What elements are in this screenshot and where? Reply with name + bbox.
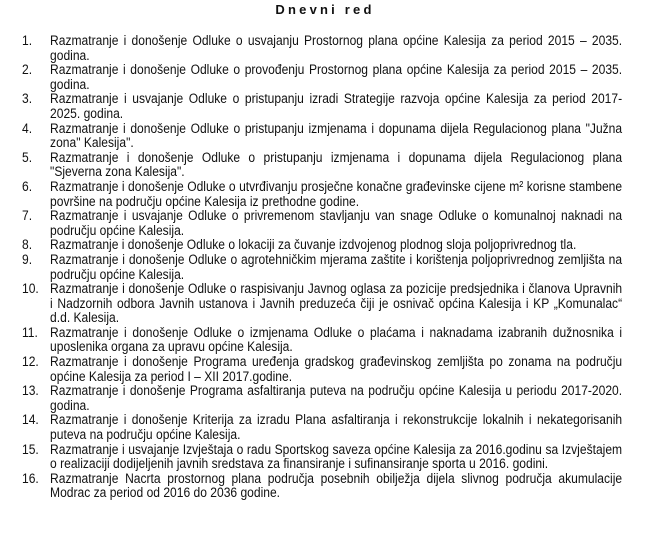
item-number: 2. [22,62,33,79]
agenda-item [22,355,622,384]
item-text: Razmatranje i donošenje Programa asfaltiranja puteva na području općine Kalesija u periodu 2017-2020. godina. [50,383,623,414]
agenda-item [22,34,622,63]
document-title: Dnevni red [275,2,375,17]
agenda-list [22,34,622,501]
item-number: 10. [22,281,39,298]
item-text: Razmatranje i donošenje Odluke o pristupanju izmjenama i dopunama dijela Regulacionog plana "Južna zona" Kalesija". [50,120,623,152]
item-number: 16. [22,470,39,487]
agenda-item [22,122,622,151]
item-text: Razmatranje i donošenje Odluke o usvajanju Prostornog plana općine Kalesija za period 2015 – 2035. godina. [50,33,623,64]
item-text: Razmatranje i donošenje Kriterija za izradu Plana asfaltiranja i rekonstrukcije lokalnih i nekategorisanih puteva na području općine Kalesija. [50,412,623,444]
item-text: Razmatranje i donošenje Odluke o utvrđivanju prosječne konačne građevinske cijene m² korisne stambene površine na području općine Kalesija iz prethodne godine. [50,178,623,210]
item-text: Razmatranje i donošenje Odluke o agrotehničkim mjerama zaštite i korištenja poljoprivrednog zemljišta na području općine Kalesija. [50,251,623,283]
agenda-item [22,443,622,472]
agenda-item [22,63,622,92]
agenda-item [22,413,622,442]
agenda-item [22,326,622,355]
agenda-item [22,151,622,180]
agenda-item [22,238,622,253]
item-number: 14. [22,412,39,429]
agenda-item [22,92,622,121]
item-number: 5. [22,149,33,166]
item-text: Razmatranje i usvajanje Odluke o pristupanju izradi Strategije razvoja općine Kalesija za period 2017-2025. godina. [50,91,623,122]
item-number: 11. [22,324,38,341]
item-number: 1. [22,33,33,49]
item-text: Razmatranje i usvajanje Odluke o privremenom stavljanju van snage Odluke o komunalnoj naknadi na području općine Kalesija. [50,208,623,239]
item-text: Razmatranje i usvajanje Izvještaja o radu Sportskog saveza općine Kalesija za 2016.godinu sa Izvještajem o realizaciji dodijeljenih javnih sredstava za finansiranje i sufinansiranje sporta u 2016. godini. [50,441,623,473]
item-text: Razmatranje i donošenje Odluke o pristupanju izmjenama i dopunama dijela Regulacionog plana "Sjeverna zona Kalesija". [50,149,623,181]
item-text: Razmatranje i donošenje Programa uređenja gradskog građevinskog zemljišta po zonama na području općine Kalesija za period I – XII 2017.godine. [50,354,623,385]
item-text: Razmatranje i donošenje Odluke o provođenju Prostornog plana općine Kalesija za period 2015 – 2035. godina. [50,62,623,93]
item-number: 4. [22,120,33,137]
agenda-item [22,472,622,501]
agenda-item [22,384,622,413]
item-number: 9. [22,251,33,268]
agenda-item [22,180,622,209]
item-number: 12. [22,354,39,371]
agenda-item [22,209,622,238]
item-number: 7. [22,208,33,225]
agenda-item [22,282,622,326]
item-number: 15. [22,441,39,458]
item-number: 3. [22,91,33,108]
item-text: Razmatranje Nacrta prostornog plana područja posebnih obilježja dijela slivnog područja akumulacije Modrac za period od 2016 do 2036 godine. [50,470,623,502]
item-text: Razmatranje i donošenje Odluke o lokaciji za čuvanje izdvojenog plodnog sloja poljoprivrednog tla. [50,237,577,254]
item-text: Razmatranje i donošenje Odluke o izmjenama Odluke o plaćama i naknadama izabranih dužnosnika i uposlenika organa za upravu općine Kalesija. [50,324,623,356]
item-number: 13. [22,383,39,400]
agenda-item [22,253,622,282]
item-number: 6. [22,178,33,195]
item-number: 8. [22,237,33,254]
item-text: Razmatranje i donošenje Odluke o raspisivanju Javnog oglasa za pozicije predsjednika i članova Upravnih i Nadzornih odbora Javnih ustanova i Javnih preduzeća čiji je osnivač općina Kalesija i KP „Komunalac“ d.d. Kalesija. [50,281,623,327]
